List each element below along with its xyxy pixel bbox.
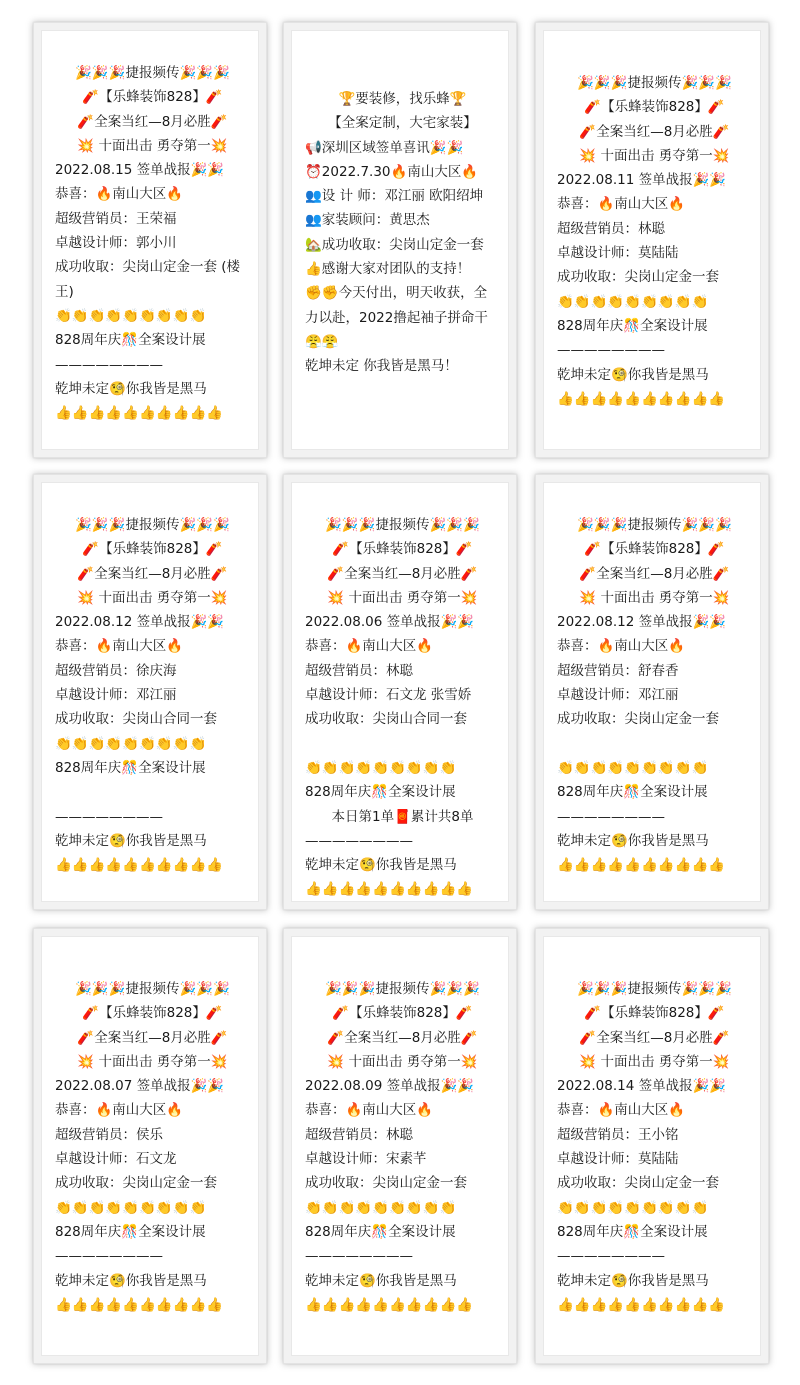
post-line: 超级营销员：舒春香 (557, 662, 679, 679)
post-line: 🎉🎉🎉捷报频传🎉🎉🎉 (325, 981, 480, 997)
post-line: 成功收取：尖岗山定金一套 (305, 1175, 467, 1192)
post-line: 👏👏👏👏👏👏👏👏👏 (557, 1199, 709, 1216)
post-line: 超级营销员：侯乐 (55, 1126, 163, 1143)
post-line: 👏👏👏👏👏👏👏👏👏 (557, 759, 709, 776)
post-line: 👍👍👍👍👍👍👍👍👍👍 (557, 390, 726, 407)
post-line: 成功收取：尖岗山合同一套 (305, 711, 467, 728)
post-line: ———————— (305, 832, 413, 849)
post-line: 卓越设计师：石文龙 张雪娇 (305, 687, 472, 704)
post-line: 恭喜：🔥南山大区🔥 (557, 196, 686, 213)
post-line: 828周年庆🎊全案设计展 (55, 759, 206, 776)
post-line: 🧨【乐蜂装饰828】🧨 (82, 89, 223, 106)
post-line: 🧨全案当红—8月必胜🧨 (579, 123, 730, 140)
post-line: 成功收取：尖岗山定金一套 (55, 1175, 217, 1192)
post-line: 超级营销员：徐庆海 (55, 662, 177, 679)
post-line: 🧨【乐蜂装饰828】🧨 (82, 541, 223, 558)
post-line: 💥 十面出击 勇夺第一💥 (579, 589, 730, 606)
post-line: 2022.08.12 签单战报🎉🎉 (557, 614, 727, 631)
post-line: ———————— (305, 1248, 413, 1265)
post-line: 💥 十面出击 勇夺第一💥 (327, 589, 478, 606)
post-line: 乾坤未定🧐你我皆是黑马 (305, 1272, 457, 1289)
post-line: 🧨【乐蜂装饰828】🧨 (82, 1005, 223, 1022)
post-line: 成功收取：尖岗山定金一套 (557, 711, 719, 728)
post-line: 👏👏👏👏👏👏👏👏👏 (305, 759, 457, 776)
post-line: 👍感谢大家对团队的支持！ (305, 261, 471, 278)
post-line: 👍👍👍👍👍👍👍👍👍👍 (305, 881, 474, 898)
post-line: 👥设 计 师：邓江丽 欧阳绍坤 (305, 188, 484, 205)
post-line: 🎉🎉🎉捷报频传🎉🎉🎉 (577, 981, 732, 997)
post-card-3[interactable] (535, 22, 769, 458)
post-line: 📢深圳区域签单喜讯🎉🎉 (305, 139, 464, 156)
post-line: 卓越设计师：莫陆陆 (557, 245, 679, 262)
post-line: 恭喜：🔥南山大区🔥 (55, 638, 184, 655)
post-line: 🧨全案当红—8月必胜🧨 (77, 1029, 228, 1046)
post-line: 828周年庆🎊全案设计展 (557, 784, 708, 801)
post-line: 【全案定制，大宅家装】 (328, 115, 477, 132)
post-line: 828周年庆🎊全案设计展 (55, 332, 206, 349)
post-line: 超级营销员：王荣福 (55, 210, 177, 227)
post-card-4[interactable] (33, 474, 267, 910)
post-line: 828周年庆🎊全案设计展 (305, 784, 456, 801)
post-line: 成功收取：尖岗山定金一套 (557, 1175, 719, 1192)
post-line: 恭喜：🔥南山大区🔥 (55, 186, 184, 203)
post-line: 🧨【乐蜂装饰828】🧨 (584, 541, 725, 558)
post-line: 成功收取：尖岗山定金一套 (557, 269, 719, 286)
post-content (291, 482, 509, 902)
post-card-7[interactable] (33, 928, 267, 1364)
post-line: 超级营销员：林聪 (557, 220, 665, 237)
post-line: 🎉🎉🎉捷报频传🎉🎉🎉 (75, 517, 230, 533)
post-line: 卓越设计师：郭小川 (55, 235, 177, 252)
post-card-2[interactable] (283, 22, 517, 458)
post-line: 828周年庆🎊全案设计展 (55, 1223, 206, 1240)
post-card-9[interactable] (535, 928, 769, 1364)
post-line: 成功收取：尖岗山定金一套 (楼王) (55, 259, 241, 300)
post-line: 👍👍👍👍👍👍👍👍👍👍 (55, 1296, 224, 1313)
post-line (305, 732, 500, 756)
post-content (291, 936, 509, 1356)
post-line: 🎉🎉🎉捷报频传🎉🎉🎉 (75, 981, 230, 997)
post-line: 🧨【乐蜂装饰828】🧨 (584, 99, 725, 116)
post-line: 💥 十面出击 勇夺第一💥 (77, 137, 228, 154)
post-line: 🎉🎉🎉捷报频传🎉🎉🎉 (325, 517, 480, 533)
post-line: 乾坤未定🧐你我皆是黑马 (305, 857, 457, 874)
post-line (557, 732, 752, 756)
post-line: 👍👍👍👍👍👍👍👍👍👍 (557, 1296, 726, 1313)
post-line: 2022.08.11 签单战报🎉🎉 (557, 172, 727, 189)
post-line: 😤😤 (305, 333, 339, 350)
post-line: ———————— (557, 342, 665, 359)
post-line: 乾坤未定🧐你我皆是黑马 (557, 366, 709, 383)
post-line: 恭喜：🔥南山大区🔥 (305, 1102, 434, 1119)
post-line: 2022.08.12 签单战报🎉🎉 (55, 614, 225, 631)
post-line: 本日第1单🧧累计共8单 (331, 808, 474, 825)
post-card-1[interactable] (33, 22, 267, 458)
post-line: 🧨【乐蜂装饰828】🧨 (332, 1005, 473, 1022)
post-line: 卓越设计师：石文龙 (55, 1151, 177, 1168)
post-line (55, 780, 250, 804)
post-content (41, 482, 259, 902)
post-line: ———————— (557, 1248, 665, 1265)
post-content (543, 936, 761, 1356)
post-line: 卓越设计师：邓江丽 (557, 687, 679, 704)
post-line: 2022.08.14 签单战报🎉🎉 (557, 1078, 727, 1095)
post-line: 💥 十面出击 勇夺第一💥 (77, 589, 228, 606)
post-line: 🎉🎉🎉捷报频传🎉🎉🎉 (577, 517, 732, 533)
post-line: 828周年庆🎊全案设计展 (557, 317, 708, 334)
post-line: 🧨全案当红—8月必胜🧨 (77, 565, 228, 582)
post-line: 👍👍👍👍👍👍👍👍👍👍 (305, 1296, 474, 1313)
post-line: 👏👏👏👏👏👏👏👏👏 (305, 1199, 457, 1216)
post-line: 成功收取：尖岗山合同一套 (55, 711, 217, 728)
post-line: 💥 十面出击 勇夺第一💥 (77, 1053, 228, 1070)
post-card-6[interactable] (535, 474, 769, 910)
post-line: 👥家装顾问：黄思杰 (305, 212, 430, 229)
post-line: 🧨【乐蜂装饰828】🧨 (332, 541, 473, 558)
post-content (543, 482, 761, 902)
post-line: 👍👍👍👍👍👍👍👍👍👍 (557, 857, 726, 874)
post-line: 2022.08.06 签单战报🎉🎉 (305, 614, 475, 631)
post-line: 🧨全案当红—8月必胜🧨 (327, 1029, 478, 1046)
post-content (41, 30, 259, 450)
post-content (543, 30, 761, 450)
post-line: 🎉🎉🎉捷报频传🎉🎉🎉 (577, 75, 732, 91)
post-line: 超级营销员：林聪 (305, 1126, 413, 1143)
post-line: 🧨全案当红—8月必胜🧨 (579, 565, 730, 582)
post-line: 👏👏👏👏👏👏👏👏👏 (55, 1199, 207, 1216)
post-line: 乾坤未定🧐你我皆是黑马 (55, 380, 207, 397)
post-line: 2022.08.15 签单战报🎉🎉 (55, 162, 225, 179)
post-line: 乾坤未定🧐你我皆是黑马 (55, 832, 207, 849)
post-line: 🏡成功收取：尖岗山定金一套 (305, 236, 484, 253)
post-card-8[interactable] (283, 928, 517, 1364)
post-line: 乾坤未定🧐你我皆是黑马 (557, 832, 709, 849)
post-content (291, 30, 509, 450)
post-line: 🧨全案当红—8月必胜🧨 (77, 113, 228, 130)
post-line: ———————— (55, 1248, 163, 1265)
post-line: ✊✊今天付出，明天收获，全力以赴，2022撸起袖子拼命干 (305, 285, 488, 326)
post-line: 2022.08.07 签单战报🎉🎉 (55, 1078, 225, 1095)
post-line: ———————— (55, 356, 163, 373)
post-line: 恭喜：🔥南山大区🔥 (557, 638, 686, 655)
post-line: 👍👍👍👍👍👍👍👍👍👍 (55, 405, 224, 422)
post-line: 🧨全案当红—8月必胜🧨 (327, 565, 478, 582)
post-content (41, 936, 259, 1356)
post-line: 卓越设计师：邓江丽 (55, 687, 177, 704)
post-line: 828周年庆🎊全案设计展 (305, 1223, 456, 1240)
post-line: 828周年庆🎊全案设计展 (557, 1223, 708, 1240)
post-line: 超级营销员：王小铭 (557, 1126, 679, 1143)
post-line: 👏👏👏👏👏👏👏👏👏 (557, 293, 709, 310)
post-line: 🧨全案当红—8月必胜🧨 (579, 1029, 730, 1046)
post-line: 🧨【乐蜂装饰828】🧨 (584, 1005, 725, 1022)
post-line: 2022.08.09 签单战报🎉🎉 (305, 1078, 475, 1095)
post-line: 💥 十面出击 勇夺第一💥 (327, 1053, 478, 1070)
post-line: 卓越设计师：宋素芊 (305, 1151, 427, 1168)
post-line: 卓越设计师：莫陆陆 (557, 1151, 679, 1168)
post-line: 超级营销员：林聪 (305, 662, 413, 679)
post-line: 恭喜：🔥南山大区🔥 (305, 638, 434, 655)
post-line: ———————— (55, 808, 163, 825)
post-line: 🏆要装修，找乐蜂🏆 (338, 91, 467, 107)
post-line: 乾坤未定🧐你我皆是黑马 (55, 1272, 207, 1289)
post-line: 👏👏👏👏👏👏👏👏👏 (55, 307, 207, 324)
post-line: 恭喜：🔥南山大区🔥 (55, 1102, 184, 1119)
post-line: 💥 十面出击 勇夺第一💥 (579, 1053, 730, 1070)
post-line: 👏👏👏👏👏👏👏👏👏 (55, 735, 207, 752)
post-line: 🎉🎉🎉捷报频传🎉🎉🎉 (75, 65, 230, 81)
post-line: ⏰2022.7.30🔥南山大区🔥 (305, 163, 479, 180)
post-line: ———————— (557, 808, 665, 825)
post-card-5[interactable] (283, 474, 517, 910)
post-line: 乾坤未定 你我皆是黑马！ (305, 358, 458, 375)
post-line: 👍👍👍👍👍👍👍👍👍👍 (55, 857, 224, 874)
post-line: 恭喜：🔥南山大区🔥 (557, 1102, 686, 1119)
post-line: 乾坤未定🧐你我皆是黑马 (557, 1272, 709, 1289)
post-line: 💥 十面出击 勇夺第一💥 (579, 147, 730, 164)
